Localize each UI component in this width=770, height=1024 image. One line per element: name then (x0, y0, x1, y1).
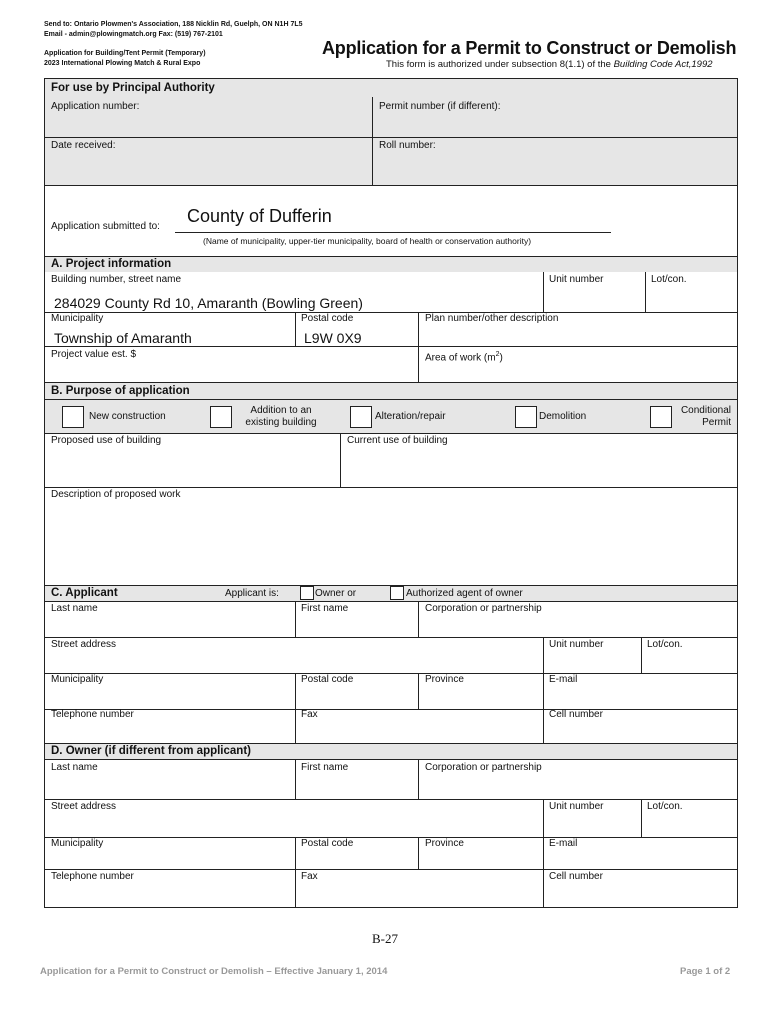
section-d-header (45, 744, 737, 759)
send-to-address: Send to: Ontario Plowmen's Association, 188 Nicklin Rd, Guelph, ON N1H 7L5 (44, 21, 303, 28)
conditional-permit-checkbox[interactable] (650, 406, 672, 428)
section-d-title: D. Owner (if different from applicant) (51, 745, 251, 757)
divider (45, 399, 737, 400)
roll-number-label: Roll number: (379, 140, 436, 151)
d-corporation-label: Corporation or partnership (425, 762, 542, 773)
contact-email-fax: Email - admin@plowingmatch.org Fax: (519) 767-2101 (44, 31, 223, 38)
d-lot-con-label: Lot/con. (647, 801, 683, 812)
divider (641, 637, 642, 673)
divider (45, 673, 737, 674)
c-first-name-label: First name (301, 603, 349, 614)
c-street-address-label: Street address (51, 639, 117, 650)
divider (45, 869, 737, 870)
municipality-value[interactable]: Township of Amaranth (54, 330, 192, 346)
c-last-name-label: Last name (51, 603, 98, 614)
postal-code-value[interactable]: L9W 0X9 (304, 330, 362, 346)
c-unit-number-label: Unit number (549, 639, 604, 650)
divider (418, 759, 419, 799)
divider (543, 272, 544, 312)
lot-con-label: Lot/con. (651, 274, 687, 285)
authority-header (45, 79, 737, 97)
demolition-label: Demolition (539, 411, 587, 422)
municipality-label: Municipality (51, 313, 104, 324)
application-type: Application for Building/Tent Permit (Temporary) (44, 50, 206, 57)
plan-number-label: Plan number/other description (425, 313, 559, 324)
addition-checkbox[interactable] (210, 406, 232, 428)
d-last-name-label: Last name (51, 762, 98, 773)
date-received-label: Date received: (51, 140, 116, 151)
conditional-permit-label (671, 405, 731, 429)
page-title: Application for a Permit to Construct or Demolish (322, 38, 737, 58)
addition-label-line1: Addition to an (250, 405, 312, 416)
divider (45, 709, 737, 710)
unit-number-label: Unit number (549, 274, 604, 285)
proposed-use-label: Proposed use of building (51, 435, 162, 446)
d-municipality-label: Municipality (51, 838, 104, 849)
area-of-work-label (425, 349, 503, 364)
d-unit-number-label: Unit number (549, 801, 604, 812)
divider (295, 312, 296, 346)
section-a-header (45, 257, 737, 272)
alteration-label: Alteration/repair (375, 411, 446, 422)
divider (45, 487, 737, 488)
event-name: 2023 International Plowing Match & Rural Expo (44, 60, 201, 67)
area-close: ) (499, 352, 503, 364)
new-construction-label: New construction (89, 411, 166, 422)
submitted-to-note: (Name of municipality, upper-tier municipality, board of health or conservation authority) (203, 236, 532, 246)
owner-checkbox[interactable] (300, 586, 314, 600)
divider (295, 837, 296, 869)
c-cell-label: Cell number (549, 709, 603, 720)
applicant-is-label: Applicant is: (225, 588, 279, 599)
divider (418, 601, 419, 637)
section-b-title: B. Purpose of application (51, 385, 190, 397)
permit-form (44, 78, 738, 908)
application-number-label: Application number: (51, 101, 140, 112)
divider (295, 601, 296, 637)
current-use-label: Current use of building (347, 435, 448, 446)
building-street-label: Building number, street name (51, 274, 182, 285)
divider (340, 433, 341, 487)
divider (45, 837, 737, 838)
c-municipality-label: Municipality (51, 674, 104, 685)
description-label: Description of proposed work (51, 489, 181, 500)
divider (295, 759, 296, 799)
c-corporation-label: Corporation or partnership (425, 603, 542, 614)
divider (295, 709, 296, 743)
page-code: B-27 (372, 931, 398, 946)
divider (45, 759, 737, 760)
submitted-to-line (175, 232, 611, 233)
section-a-title: A. Project information (51, 258, 172, 270)
divider (543, 837, 544, 907)
owner-or-label: Owner or (315, 588, 357, 599)
divider (418, 312, 419, 382)
c-telephone-label: Telephone number (51, 709, 134, 720)
divider (543, 637, 544, 673)
addition-label-line2: existing building (245, 417, 317, 428)
divider (295, 869, 296, 907)
divider (372, 97, 373, 185)
postal-code-label: Postal code (301, 313, 354, 324)
page-subtitle (386, 59, 713, 70)
d-cell-label: Cell number (549, 871, 603, 882)
project-value-label: Project value est. $ (51, 349, 137, 360)
divider (641, 799, 642, 837)
divider (295, 673, 296, 709)
area-unit-sup: 2 (495, 351, 500, 358)
c-province-label: Province (425, 674, 464, 685)
divider (645, 272, 646, 312)
d-telephone-label: Telephone number (51, 871, 134, 882)
divider (45, 637, 737, 638)
demolition-checkbox[interactable] (515, 406, 537, 428)
addition-label (236, 405, 326, 429)
c-lot-con-label: Lot/con. (647, 639, 683, 650)
divider (45, 346, 737, 347)
address-value[interactable]: 284029 County Rd 10, Amaranth (Bowling Green) (54, 295, 363, 311)
section-c-title: C. Applicant (51, 587, 118, 599)
c-fax-label: Fax (301, 709, 318, 720)
c-email-label: E-mail (549, 674, 578, 685)
authorized-agent-label: Authorized agent of owner (406, 588, 523, 599)
d-email-label: E-mail (549, 838, 578, 849)
divider (45, 185, 737, 186)
alteration-checkbox[interactable] (350, 406, 372, 428)
submitted-to-label: Application submitted to: (51, 221, 160, 232)
section-b-header (45, 383, 737, 399)
permit-number-label: Permit number (if different): (379, 101, 501, 112)
d-first-name-label: First name (301, 762, 349, 773)
subtitle-act: Building Code Act,1992 (613, 59, 713, 70)
conditional-label-line1: Conditional (680, 405, 731, 416)
divider (45, 312, 737, 313)
divider (45, 433, 737, 434)
d-street-address-label: Street address (51, 801, 117, 812)
d-postal-code-label: Postal code (301, 838, 354, 849)
section-c-header (45, 586, 737, 601)
submitted-to-value[interactable]: County of Dufferin (187, 206, 332, 226)
divider (543, 799, 544, 837)
d-fax-label: Fax (301, 871, 318, 882)
footer-title: Application for a Permit to Construct or Demolish – Effective January 1, 2014 (40, 966, 388, 977)
conditional-label-line2: Permit (702, 417, 731, 428)
authority-header-label: For use by Principal Authority (51, 82, 215, 94)
divider (45, 601, 737, 602)
divider (45, 137, 737, 138)
new-construction-checkbox[interactable] (62, 406, 84, 428)
area-label-text: Area of work (m (425, 352, 496, 364)
divider (418, 837, 419, 869)
d-province-label: Province (425, 838, 464, 849)
c-postal-code-label: Postal code (301, 674, 354, 685)
divider (45, 799, 737, 800)
divider (543, 673, 544, 743)
authorized-agent-checkbox[interactable] (390, 586, 404, 600)
subtitle-prefix: This form is authorized under subsection 8(1.1) of the (386, 59, 611, 70)
divider (418, 673, 419, 709)
page-number: Page 1 of 2 (680, 966, 731, 977)
